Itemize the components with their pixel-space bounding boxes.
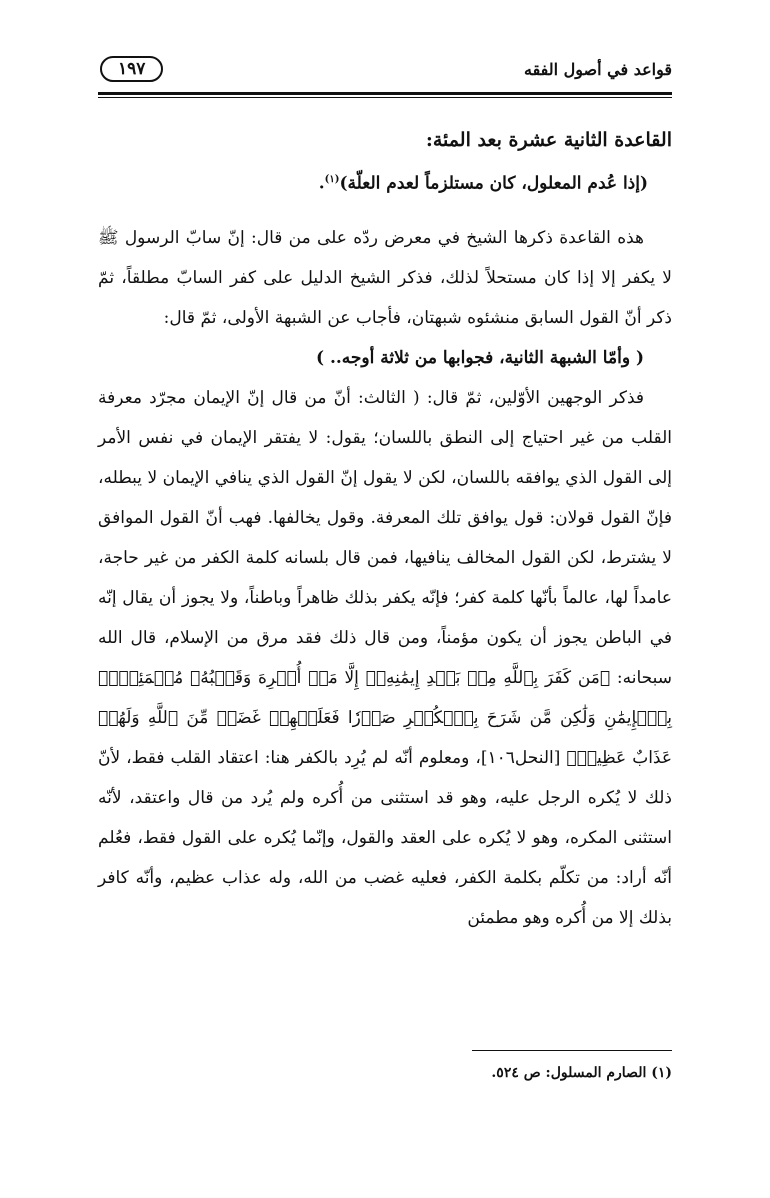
header-rule (98, 92, 672, 98)
main-text (98, 120, 672, 938)
paragraph: هذه القاعدة ذكرها الشيخ في معرض ردّه على من قال: إنّ سابّ الرسول ﷺ لا يكفر إلا إذا كان مستحلاً لذلك، فذكر الشيخ الدليل على كفر السابّ مطلقاً، ثمّ ذكر أنّ القول السابق منشئوه شبهتان، فأجاب عن الشبهة الأولى، ثمّ قال: (98, 227, 672, 328)
book-title: قواعد في أصول الفقه (523, 60, 672, 79)
page-number: ١٩٧ (100, 56, 163, 82)
running-header (98, 40, 672, 90)
paragraph: فذكر الوجهين الأوّلين، ثمّ قال: ( الثالث: أنّ من قال إنّ الإيمان مجرّد معرفة القلب من غير احتياج إلى النطق باللسان؛ يقول: لا يفتقر الإيمان في نفس الأمر إلى القول الذي يوافقه باللسان، لكن لا يقول إنّ القول الذي ينافي الإيمان لا يبطله، فإنّ القول قولان: قول يوافق تلك المعرفة. وقول يخالفها. فهب أنّ القول الموافق لا يشترط، لكن القول المخالف ينافيها، فمن قال بلسانه كلمة الكفر من غير حاجة، عامداً لها، عالماً بأنّها كلمة كفر؛ فإنّه يكفر بذلك ظاهراً وباطناً، ولا يجوز أن يقال إنّه في الباطن يجوز أن يكون مؤمناً، ومن قال ذلك فقد مرق من الإسلام، قال الله سبحانه: ﴿مَن كَفَرَ بِٱللَّهِ مِنۢ بَعۡدِ إِيمَٰنِهِۦٓ إِلَّا مَنۡ أُكۡرِهَ وَقَلۡبُهُۥ مُطۡمَئِنُّۢ بِٱلۡإِيمَٰنِ وَلَٰكِن مَّن شَرَحَ بِٱلۡكُفۡرِ صَدۡرٗا فَعَلَيۡهِمۡ غَضَبٞ مِّنَ ٱللَّهِ وَلَهُمۡ عَذَابٌ عَظِيمٞ﴾ [النحل١٠٦]، ومعلوم أنّه لم يُرِد بالكفر هنا: اعتقاد القلب فقط، لأنّ ذلك لا يُكره الرجل عليه، وهو قد استثنى من أُكره ولم يُرد من قال واعتقد، لأنّه استثنى المكره، وهو لا يُكره على العقد والقول، وإنّما يُكره على القول فقط، فعُلم أنّه أراد: من تكلّم بكلمة الكفر، فعليه غضب من الله، وله عذاب عظيم، وأنّه كافر بذلك إلا من أُكره وهو مطمئن (98, 387, 672, 928)
rule-statement: (إذا عُدم المعلول، كان مستلزماً لعدم العلّة)$^{(١)}$. (318, 173, 648, 194)
quote-line: ( وأمّا الشبهة الثانية، فجوابها من ثلاثة أوجه.. ) (316, 347, 644, 368)
footnote-rule (472, 1050, 672, 1051)
footnote-mark: (١) (324, 174, 340, 185)
footnote: (١) الصارم المسلول: ص ٥٢٤. (491, 1065, 672, 1081)
rule-statement-text: (إذا عُدم المعلول، كان مستلزماً لعدم العلّة) (339, 173, 648, 194)
book-page (98, 40, 672, 1160)
footnote-area (98, 1050, 672, 1081)
section-heading: القاعدة الثانية عشرة بعد المئة: (425, 129, 672, 151)
